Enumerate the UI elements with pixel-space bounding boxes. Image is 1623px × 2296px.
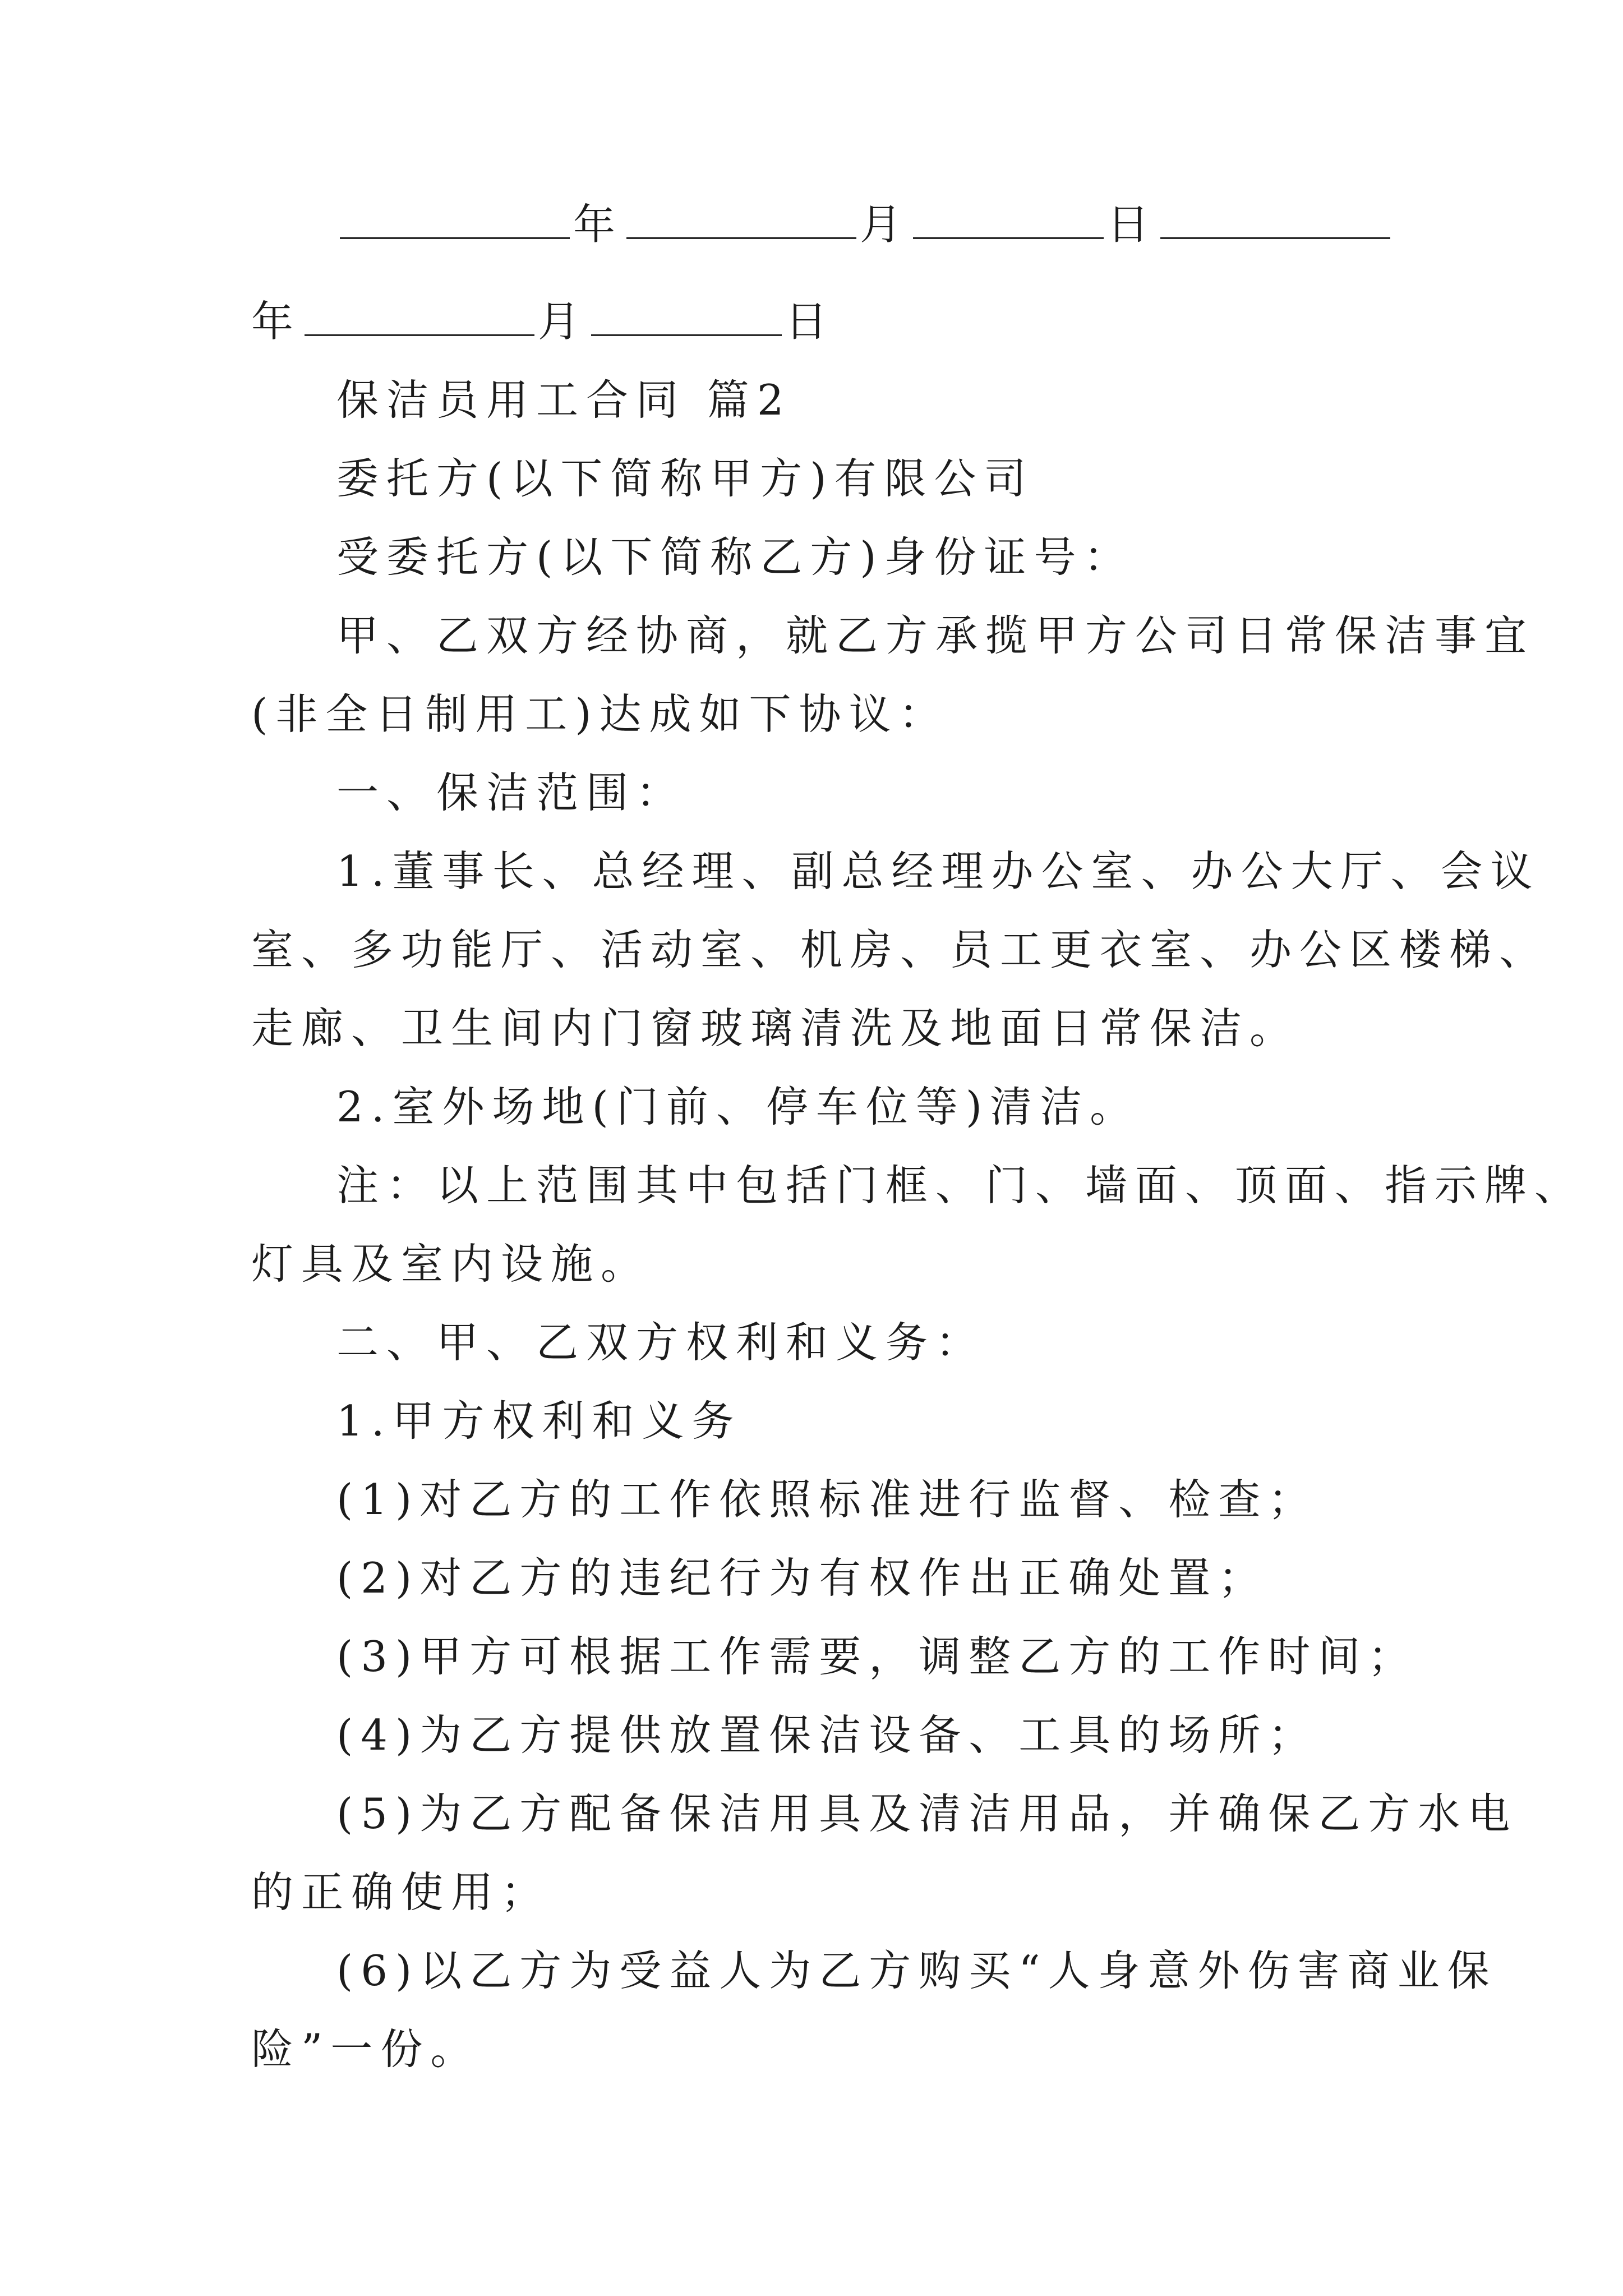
- heading-line: 一、保洁范围：: [336, 768, 686, 817]
- paragraph-line: 1.董事长、总经理、副总经理办公室、办公大厅、会议: [336, 846, 1541, 896]
- list-item: (1)对乙方的工作依照标准进行监督、检查；: [336, 1475, 1318, 1524]
- blank-underline: [340, 198, 570, 239]
- paragraph-line: 注：以上范围其中包括门框、门、墙面、顶面、指示牌、: [336, 1161, 1585, 1210]
- blank-underline: [305, 295, 534, 336]
- list-item: (5)为乙方配备保洁用具及清洁用品，并确保乙方水电: [336, 1789, 1518, 1838]
- paragraph-line: 室、多功能厅、活动室、机房、员工更衣室、办公区楼梯、: [251, 925, 1550, 974]
- blank-underline: [591, 295, 782, 336]
- list-item: (2)对乙方的违纪行为有权作出正确处置；: [336, 1553, 1269, 1603]
- paragraph-line: 2.室外场地(门前、停车位等)清洁。: [336, 1082, 1140, 1131]
- month-label: 月: [860, 200, 910, 249]
- year-label: 年: [251, 297, 302, 346]
- list-item-continuation: 险”一份。: [251, 2024, 481, 2074]
- heading-line: 二、甲、乙双方权利和义务：: [336, 1318, 986, 1367]
- paragraph-line: (非全日制用工)达成如下协议：: [251, 689, 949, 739]
- year-label: 年: [573, 200, 624, 249]
- paragraph-line: 甲、乙双方经协商，就乙方承揽甲方公司日常保洁事宜: [336, 611, 1535, 660]
- list-item: (6)以乙方为受益人为乙方购买“人身意外伤害商业保: [336, 1946, 1497, 1995]
- day-label: 日: [1107, 200, 1158, 249]
- blank-underline: [626, 198, 856, 239]
- paragraph-line: 灯具及室内设施。: [251, 1239, 651, 1289]
- day-label: 日: [785, 297, 836, 346]
- subheading-line: 1.甲方权利和义务: [336, 1396, 742, 1446]
- blank-underline: [1160, 198, 1390, 239]
- list-item: (3)甲方可根据工作需要，调整乙方的工作时间；: [336, 1632, 1418, 1681]
- paragraph-line: 走廊、卫生间内门窗玻璃清洗及地面日常保洁。: [251, 1004, 1300, 1053]
- date-line-2: [0, 291, 1623, 352]
- list-item-continuation: 的正确使用；: [251, 1867, 551, 1917]
- party-b-line: 受委托方(以下简称乙方)身份证号：: [336, 532, 1134, 582]
- date-line-1: [0, 194, 1623, 255]
- blank-underline: [913, 198, 1104, 239]
- section-title: 保洁员用工合同 篇2: [336, 375, 792, 425]
- list-item: (4)为乙方提供放置保洁设备、工具的场所；: [336, 1710, 1318, 1760]
- party-a-line: 委托方(以下简称甲方)有限公司: [336, 454, 1034, 503]
- month-label: 月: [538, 297, 588, 346]
